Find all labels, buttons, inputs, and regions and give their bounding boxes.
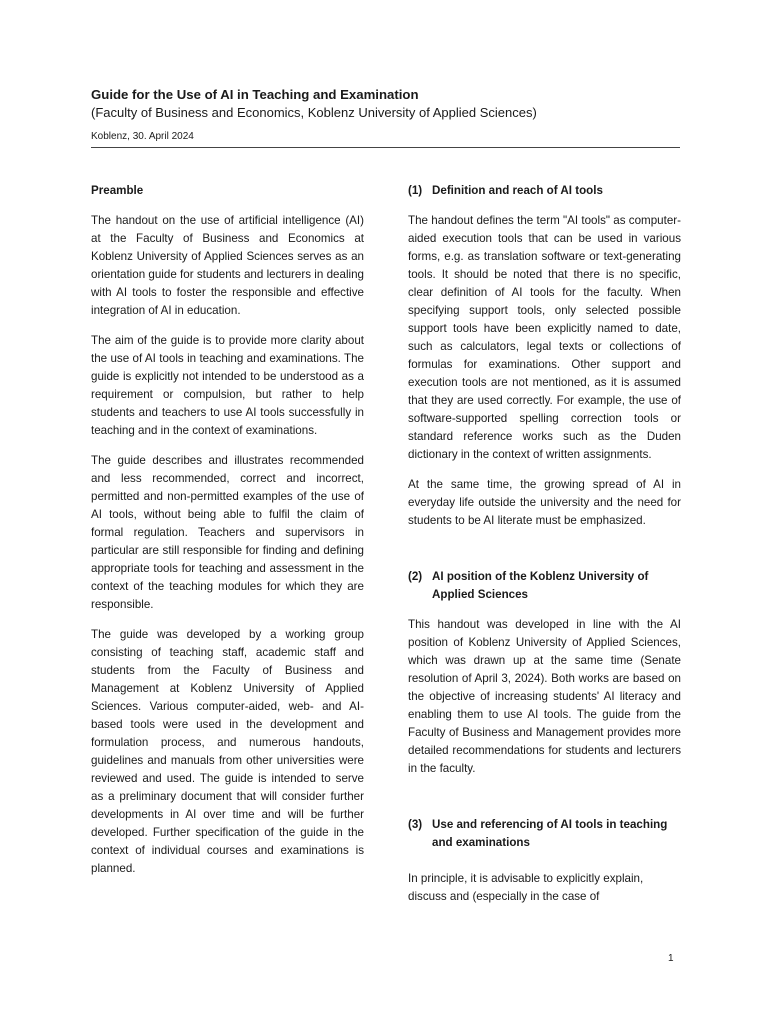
document-header: [91, 86, 680, 143]
preamble-paragraph-3: The guide describes and illustrates recommended and less recommended, correct and incorrect, permitted and non-permitted examples of the use of AI tools, without being able to fulfil the claim of formal regulation. Teachers and supervisors in particular are still responsible for finding and defining appropriate tools for teaching and assessment in the context of the teaching modules for which they are responsible.: [91, 454, 364, 611]
section-2-paragraph-1: This handout was developed in line with the AI position of Koblenz University of Applied Sciences, which was drawn up at the same time (Senate resolution of April 3, 2024). Both works are based on the objective of increasing students' AI literacy and enabling them to use AI tools. The guide from the Faculty of Business and Management provides more detailed recommendations for students and lecturers in the faculty.: [408, 618, 681, 775]
section-2-heading: [408, 568, 681, 604]
preamble-paragraph-1: The handout on the use of artificial intelligence (AI) at the Faculty of Business and Economics at Koblenz University of Applied Sciences serves as an orientation guide for students and lecturers in dealing with AI tools to foster the responsible and effective integration of AI in education.: [91, 214, 364, 317]
section-1-number: (1): [408, 184, 423, 197]
preamble-paragraph-2: The aim of the guide is to provide more clarity about the use of AI tools in teaching and examinations. The guide is explicitly not intended to be understood as a requirement or compulsion, but rather to help students and teachers to use AI tools successfully in teaching and in the context of examinations.: [91, 334, 364, 437]
section-3-title: Use and referencing of AI tools in teaching and examinations: [432, 818, 668, 849]
place-date: Koblenz, 30. April 2024: [91, 131, 194, 142]
section-3-number: (3): [408, 818, 423, 831]
section-1-paragraph-1: The handout defines the term "AI tools" as computer-aided execution tools that can be used in various forms, e.g. as translation software or text-generating tools. It should be noted that there is no specific, clear definition of AI tools for the faculty. When specifying support tools, only selected possible support tools have been explicitly named to date, such as calculators, legal texts or collections of formulas for examinations. Other support and execution tools are not mentioned, as it is assumed that they are used correctly. For example, the use of software-supported spelling correction tools or standard reference works such as the Duden dictionary in the context of written assignments.: [408, 214, 681, 461]
left-column: [91, 182, 364, 890]
section-3-paragraph-1: In principle, it is advisable to explicitly explain, discuss and (especially in the case of: [408, 872, 644, 903]
section-2-title: AI position of the Koblenz University of Applied Sciences: [432, 570, 649, 601]
header-divider: [91, 147, 680, 148]
preamble-heading: Preamble: [91, 184, 144, 197]
section-1-paragraph-2: At the same time, the growing spread of AI in everyday life outside the university and the need for students to be AI literate must be emphasized.: [408, 478, 681, 527]
document-subtitle: (Faculty of Business and Economics, Koblenz University of Applied Sciences): [91, 105, 537, 120]
section-1-heading: [408, 182, 681, 200]
right-column: [408, 182, 681, 918]
section-3-heading: [408, 816, 681, 852]
page-number: 1: [668, 953, 674, 964]
document-title: Guide for the Use of AI in Teaching and Examination: [91, 87, 419, 102]
preamble-paragraph-4: The guide was developed by a working group consisting of teaching staff, academic staff and students from the Faculty of Business and Management at Koblenz University of Applied Sciences. Various computer-aided, web- and AI-based tools were used in the development and formulation process, and numerous handouts, guidelines and manuals from other universities were reviewed and used. The guide is intended to serve as a preliminary document that will consider further developments in AI over time and will be further developed. Further specification of the guide in the context of individual courses and examinations is planned.: [91, 628, 364, 875]
section-2-number: (2): [408, 570, 423, 583]
section-1-title: Definition and reach of AI tools: [432, 184, 603, 197]
